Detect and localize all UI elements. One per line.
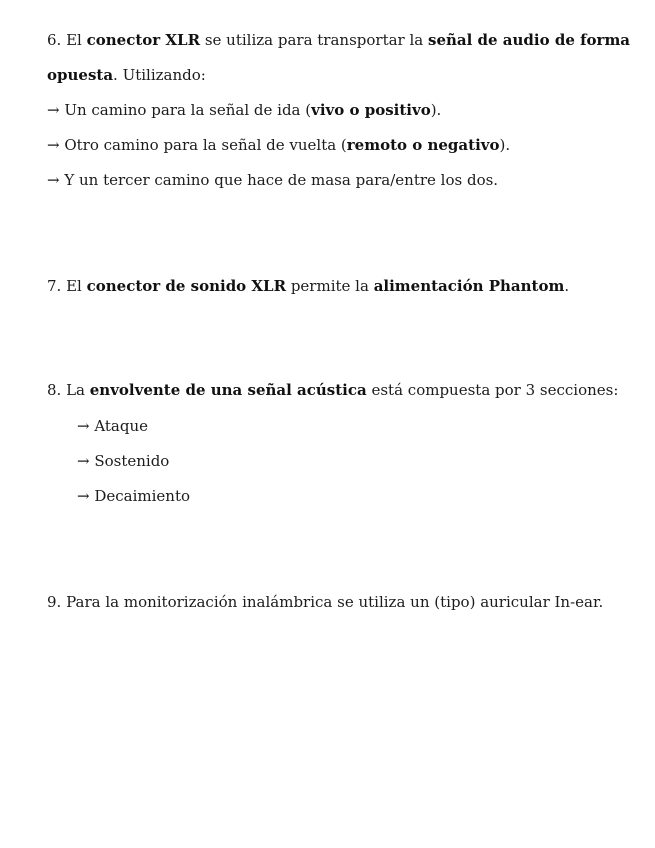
item-6-bullet-2 [47,135,510,155]
item-number: 9. [47,593,62,611]
text-run: está compuesta por 3 secciones: [366,381,619,399]
text-run: → Y un tercer camino que hace de masa para/entre los dos. [47,171,499,189]
text-run: El [66,277,87,295]
item-8-line-1 [47,380,618,400]
item-6-line-2 [47,65,206,85]
bold-term: vivo o positivo [311,101,431,119]
item-number: 8. [47,381,62,399]
text-run: → Ataque [77,417,149,435]
text-run: → Sostenido [77,452,170,470]
item-6-bullet-3 [47,170,498,190]
text-run: se utiliza para transportar la [200,31,428,49]
bold-term: remoto o negativo [346,136,500,154]
bold-term: envolvente de una señal acústica [89,381,367,399]
text-run: → Decaimiento [77,487,190,505]
text-run: La [66,381,90,399]
bold-term: opuesta [47,66,114,84]
item-8-bullet-3 [77,486,190,506]
text-run: permite la [286,277,374,295]
text-run: → Un camino para la señal de ida ( [47,101,312,119]
item-6-bullet-1 [47,100,441,120]
bold-term: conector XLR [86,31,201,49]
bold-term: alimentación Phantom [373,277,565,295]
item-9-line-1 [47,592,603,612]
text-run: . Utilizando: [113,66,206,84]
text-run: Para la monitorización inalámbrica se utiliza un (tipo) auricular In-ear. [66,593,604,611]
item-8-bullet-2 [77,451,169,471]
item-number: 6. [47,31,62,49]
text-run: El [66,31,87,49]
item-number: 7. [47,277,62,295]
text-run: → Otro camino para la señal de vuelta ( [47,136,347,154]
item-6-line-1 [47,30,630,50]
text-run: ). [499,136,511,154]
text-run: . [564,277,570,295]
item-7-line-1 [47,276,569,296]
text-run: ). [430,101,442,119]
bold-term: señal de audio de forma [428,31,631,49]
item-8-bullet-1 [77,416,148,436]
bold-term: conector de sonido XLR [86,277,287,295]
